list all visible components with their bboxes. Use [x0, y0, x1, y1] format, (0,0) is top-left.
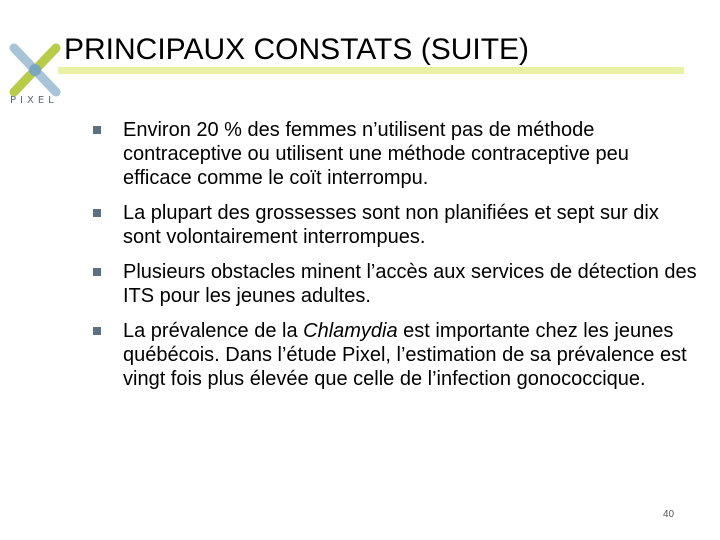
bullet-item	[90, 118, 702, 190]
bullet-text: Environ 20 % des femmes n’utilisent pas de méthode contraceptive ou utilisent une méthode contraceptive peu efficace comme le coït interrompu.	[123, 119, 629, 189]
slide-title: PRINCIPAUX CONSTATS (SUITE)	[64, 33, 530, 66]
square-bullet-icon	[93, 268, 101, 276]
logo-text: PIXEL	[10, 95, 58, 106]
bullet-item	[90, 260, 702, 308]
bullet-text-italic: Chlamydia	[303, 320, 398, 342]
bullet-text-start: La prévalence de la	[123, 320, 304, 342]
square-bullet-icon	[93, 126, 101, 134]
bullet-text: Plusieurs obstacles minent l’accès aux services de détection des ITS pour les jeunes adultes.	[123, 261, 697, 307]
square-bullet-icon	[93, 327, 101, 335]
square-bullet-icon	[93, 209, 101, 217]
bullet-item	[90, 319, 702, 391]
bullet-text-end: est importante chez les jeunes québécois. Dans l’étude Pixel, l’estimation de sa prévalence est vingt fois plus élevée que celle de l’infection gonococcique.	[123, 320, 687, 390]
bullet-item	[90, 201, 702, 249]
bullet-list	[90, 118, 702, 402]
bullet-text: La plupart des grossesses sont non planifiées et sept sur dix sont volontairement interrompues.	[123, 202, 659, 248]
title-underline	[58, 67, 684, 74]
page-number: 40	[663, 509, 675, 520]
